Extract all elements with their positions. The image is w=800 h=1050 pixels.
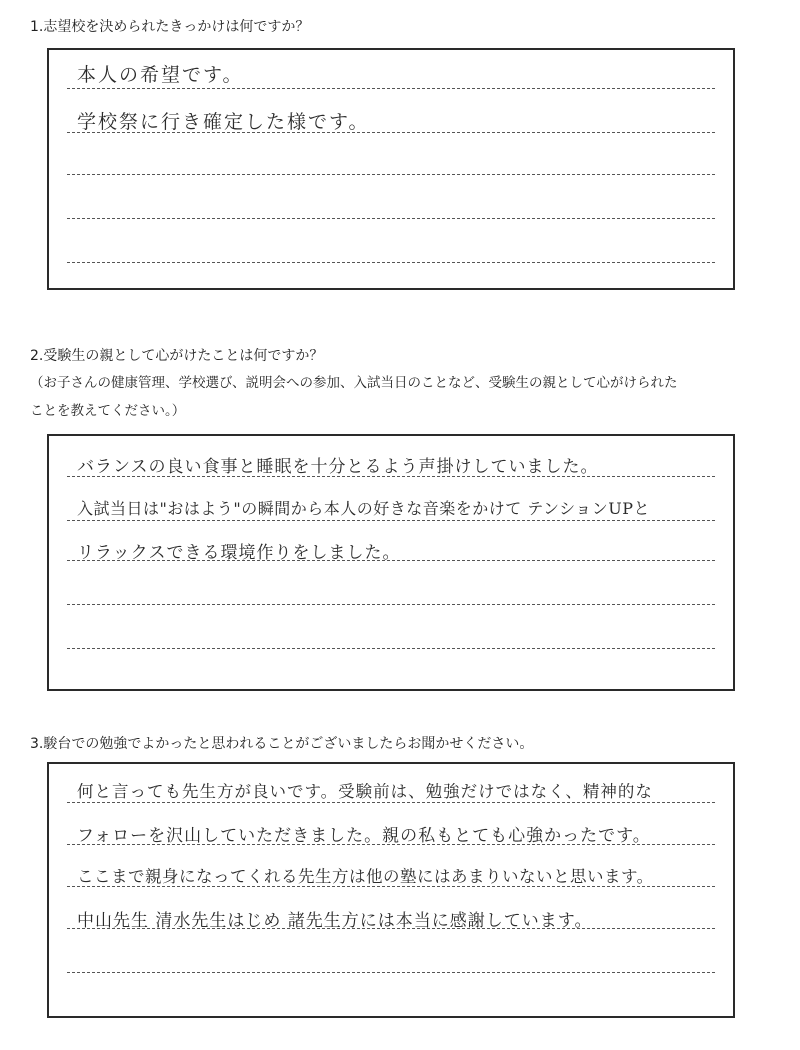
ruled-line <box>67 972 715 973</box>
question-3-title: 3.駿台での勉強でよかったと思われることがございましたらお聞かせください。 <box>30 736 534 752</box>
ruled-line <box>67 262 715 263</box>
ruled-line <box>67 648 715 649</box>
ruled-line <box>67 88 715 89</box>
question-2-subtitle-2: ことを教えてください。） <box>30 403 186 419</box>
answer-3-line-4: 中山先生 清水先生はじめ 諸先生方には本当に感謝しています。 <box>77 911 593 931</box>
ruled-line <box>67 520 715 521</box>
ruled-line <box>67 928 715 929</box>
ruled-line <box>67 844 715 845</box>
question-1-title: 1.志望校を決められたきっかけは何ですか？ <box>30 19 310 35</box>
ruled-line <box>67 560 715 561</box>
ruled-line <box>67 802 715 803</box>
question-2-subtitle-1: （お子さんの健康管理、学校選び、説明会への参加、入試当日のことなど、受験生の親として心がけられた <box>30 375 678 391</box>
answer-3-line-3: ここまで親身になってくれる先生方は他の塾にはあまりいないと思います。 <box>77 867 654 886</box>
answer-3-line-1: 何と言っても先生方が良いです。受験前は、勉強だけではなく、精神的な <box>77 782 653 801</box>
answer-box-1 <box>47 48 735 290</box>
answer-box-3 <box>47 762 735 1018</box>
answer-2-line-2: 入試当日は"おはよう"の瞬間から本人の好きな音楽をかけて テンションUPと <box>77 499 651 518</box>
answer-1-line-1: 本人の希望です。 <box>77 64 244 86</box>
ruled-line <box>67 132 715 133</box>
answer-3-line-2: フォローを沢山していただきました。親の私もとても心強かったです。 <box>77 826 651 846</box>
ruled-line <box>67 886 715 887</box>
answer-2-line-3: リラックスできる環境作りをしました。 <box>77 543 401 563</box>
ruled-line <box>67 174 715 175</box>
ruled-line <box>67 604 715 605</box>
ruled-line <box>67 476 715 477</box>
question-2-title: 2.受験生の親として心がけたことは何ですか？ <box>30 348 324 364</box>
answer-1-line-2: 学校祭に行き確定した様です。 <box>77 111 370 133</box>
ruled-line <box>67 218 715 219</box>
answer-2-line-1: バランスの良い食事と睡眠を十分とるよう声掛けしていました。 <box>77 457 599 477</box>
answer-box-2 <box>47 434 735 691</box>
